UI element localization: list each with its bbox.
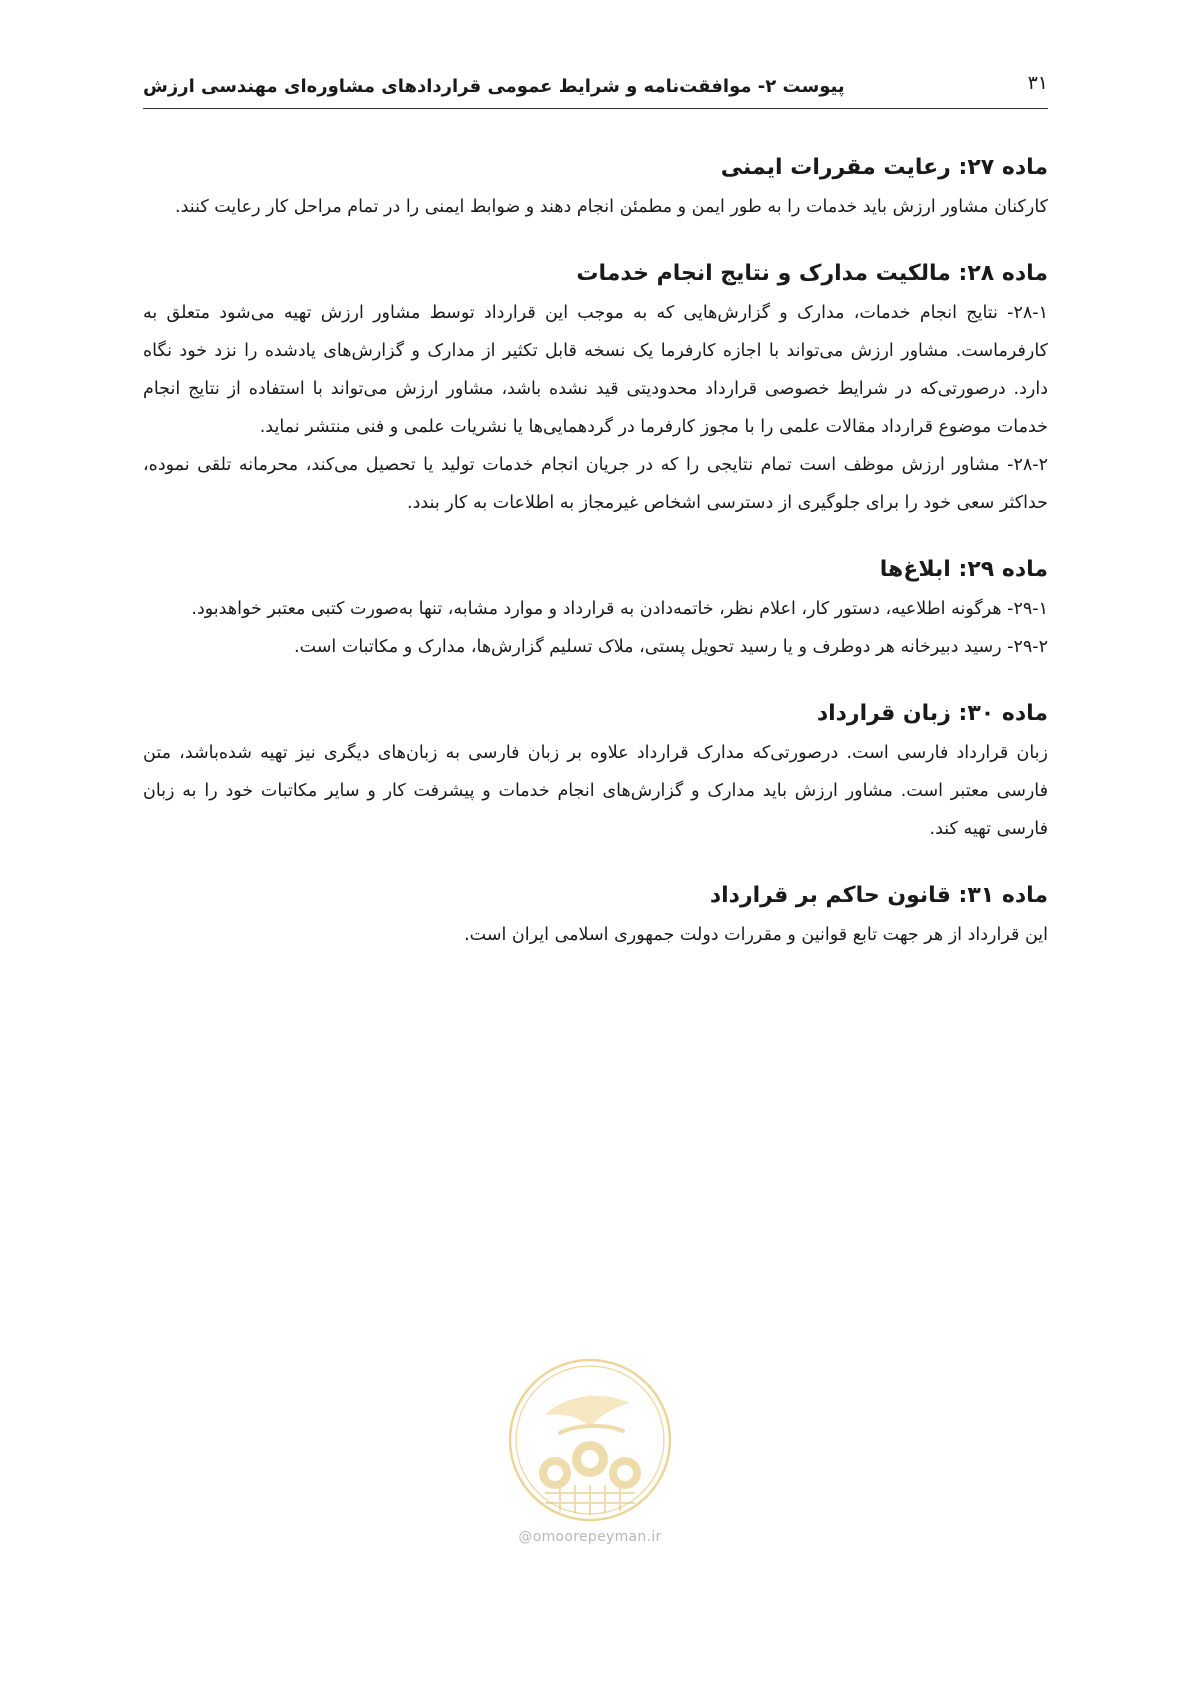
omoorepeyman-logo-icon [505,1355,675,1525]
page-header [143,66,1048,109]
article-28 [143,256,1048,522]
article-30 [143,696,1048,848]
article-paragraph: این قرارداد از هر جهت تابع قوانین و مقررات دولت جمهوری اسلامی ایران است. [464,925,1048,945]
article-title: ماده ۲۹: ابلاغ‌ها [879,557,1048,582]
article-paragraph: کارکنان مشاور ارزش باید خدمات را به طور ایمن و مطمئن انجام دهند و ضوابط ایمنی را در تمام مراحل کار رعایت کنند. [175,197,1048,217]
clause-28-2: ۲۸-۲- مشاور ارزش موظف است تمام نتایجی را که در جریان انجام خدمات تولید یا تحصیل می‌کند، محرمانه تلقی نموده، حداکثر سعی خود را برای جلوگیری از دسترسی اشخاص غیرمجاز به اطلاعات به کار بندد. [143,455,1048,513]
article-title: ماده ۲۷: رعایت مقررات ایمنی [720,155,1048,180]
clause-29-1: ۲۹-۱- هرگونه اطلاعیه، دستور کار، اعلام نظر، خاتمه‌دادن به قرارداد و موارد مشابه، تنها به‌صورت کتبی معتبر خواهدبود. [191,599,1048,619]
article-paragraph: زبان قرارداد فارسی است. درصورتی‌که مدارک قرارداد علاوه بر زبان فارسی به زبان‌های دیگری نیز تهیه شده‌باشد، متن فارسی معتبر است. مشاور ارزش باید مدارک و گزارش‌های انجام خدمات و پیشرفت کار و سایر مکاتبات خود را به زبان فارسی تهیه کند. [143,743,1048,839]
article-27 [143,150,1048,226]
clause-28-1: ۲۸-۱- نتایج انجام خدمات، مدارک و گزارش‌هایی که به موجب این قرارداد توسط مشاور ارزش تهیه می‌شود متعلق به کارفرماست. مشاور ارزش می‌تواند با اجازه کارفرما یک نسخه قابل تکثیر از مدارک و گزارش‌های یادشده را نزد خود نگاه دارد. درصورتی‌که در شرایط خصوصی قرارداد محدودیتی قید نشده باشد، مشاور ارزش می‌تواند با استفاده از نتایج انجام خدمات موضوع قرارداد مقالات علمی را با مجوز کارفرما در گردهمایی‌ها یا نشریات علمی و فنی منتشر نماید. [143,303,1048,437]
article-title: ماده ۲۸: مالکیت مدارک و نتایج انجام خدمات [576,261,1048,286]
clause-29-2: ۲۹-۲- رسید دبیرخانه هر دوطرف و یا رسید تحویل پستی، ملاک تسلیم گزارش‌ها، مدارک و مکاتبات است. [294,637,1048,657]
article-29 [143,552,1048,666]
watermark-url: @omoorepeyman.ir [518,1529,662,1545]
page-number: ۳۱ [1027,72,1048,94]
article-31 [143,878,1048,954]
watermark-logo [495,1355,685,1585]
page-content [143,150,1048,984]
header-title: پیوست ۲- موافقت‌نامه و شرایط عمومی قراردادهای مشاوره‌ای مهندسی ارزش [143,76,845,97]
article-title: ماده ۳۰: زبان قرارداد [816,701,1048,726]
article-title: ماده ۳۱: قانون حاکم بر قرارداد [709,883,1048,908]
